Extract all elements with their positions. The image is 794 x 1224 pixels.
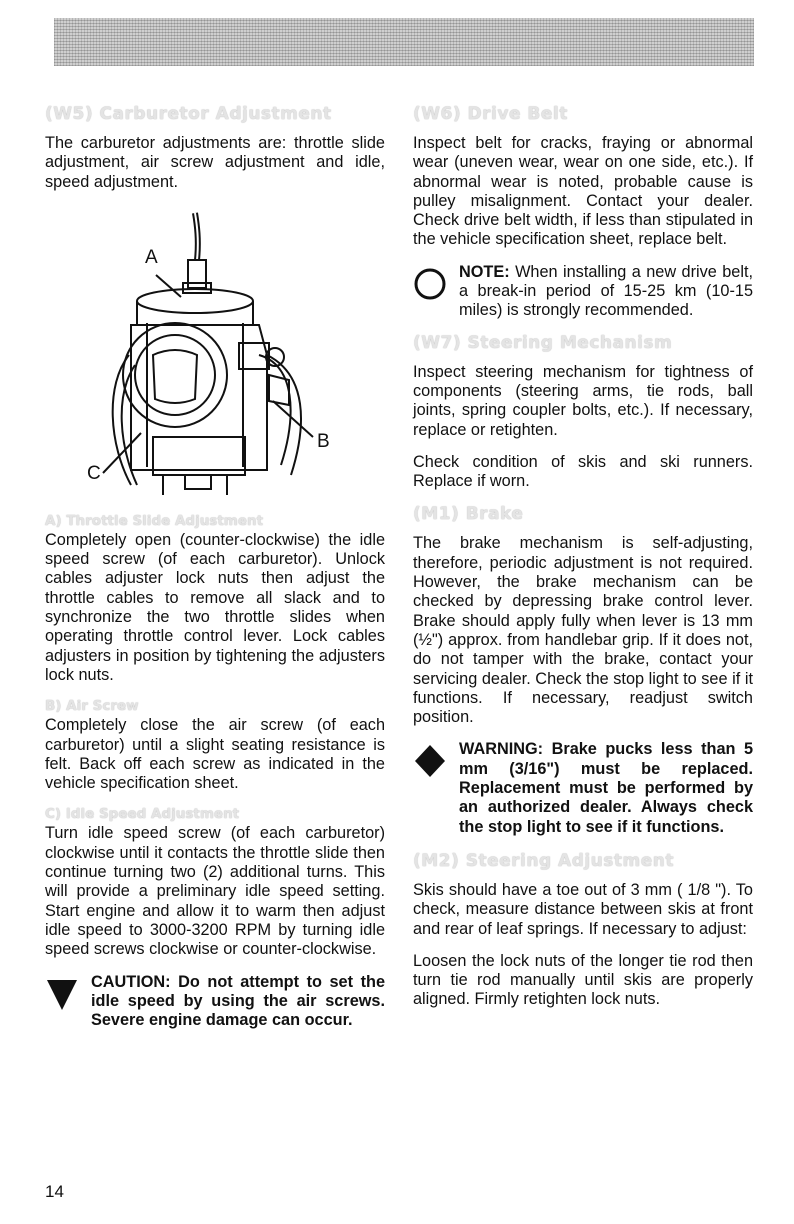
carburetor-illustration <box>45 205 385 505</box>
carburetor-intro: The carburetor adjustments are: throttle slide adjustment, air screw adjustment and idle, speed adjustment. <box>45 134 385 191</box>
header-band <box>54 18 754 66</box>
caution-box <box>45 973 385 1031</box>
note-box <box>413 263 753 321</box>
heading-m1: (M1) Brake <box>413 504 524 525</box>
heading-w7: (W7) Steering Mechanism <box>413 332 673 353</box>
right-column <box>413 104 753 1023</box>
figure-label-b: B <box>317 430 330 452</box>
note-circle-icon <box>413 266 447 302</box>
heading-air-screw: B) Air Screw <box>45 698 139 715</box>
brake-text: The brake mechanism is self-adjusting, therefore, periodic adjustment is not required. However, the brake mechanism can be checked by depressing brake control lever. Brake should apply fully when lever is 13 mm (½") approx. from handlebar grip. If it does not, do not tamper with the brake, contact your servicing dealer. Check the stop light to see if it functions. If necessary, readjust switch position. <box>413 534 753 727</box>
figure-label-c: C <box>87 462 101 484</box>
idle-speed-text: Turn idle speed screw (of each carburetor) clockwise until it contacts the throttle slide then continue turning two (2) additional turns. This will provide a preliminary idle speed setting. Start engine and allow it to warm then adjust idle speed to 3000-3200 RPM by turning idle speed screws clockwise or counter-clockwise. <box>45 824 385 959</box>
caution-triangle-icon <box>45 976 79 1012</box>
steering-adjustment-text: Skis should have a toe out of 3 mm ( 1/8 "). To check, measure distance between skis at front and rear of leaf springs. If necessary to adjust: <box>413 880 753 938</box>
carburetor-figure <box>45 205 385 505</box>
heading-m2: (M2) Steering Adjustment <box>413 850 675 871</box>
drive-belt-text: Inspect belt for cracks, fraying or abnormal wear (uneven wear, wear on one side, etc.). If abnormal wear is noted, probable cause is pulley misalignment. Contact your dealer. Check drive belt width, if less than stipulated in the vehicle specification sheet, replace belt. <box>413 134 753 249</box>
heading-w6: (W6) Drive Belt <box>413 104 568 124</box>
skis-condition-text: Check condition of skis and ski runners. Replace if worn. <box>413 452 753 491</box>
air-screw-text: Completely close the air screw (of each carburetor) until a slight seating resistance is felt. Back off each screw as indicated in the vehicle specification sheet. <box>45 716 385 793</box>
warning-text: WARNING: Brake pucks less than 5 mm (3/16") must be replaced. Replacement must be performed by an authorized dealer. Always check the stop light to see if it functions. <box>459 740 753 836</box>
warning-diamond-icon <box>413 743 447 779</box>
heading-w5: (W5) Carburetor Adjustment <box>45 104 332 124</box>
heading-throttle-slide: A) Throttle Slide Adjustment <box>45 512 264 529</box>
heading-idle-speed: C) Idle Speed Adjustment <box>45 806 240 823</box>
note-label: NOTE: <box>459 262 510 281</box>
warning-box <box>413 740 753 836</box>
tie-rod-text: Loosen the lock nuts of the longer tie rod then turn tie rod manually until skis are properly aligned. Firmly retighten lock nuts. <box>413 951 753 1009</box>
steering-mechanism-text: Inspect steering mechanism for tightness of components (steering arms, tie rods, ball joints, spring coupler bolts, etc.). If necessary, replace or retighten. <box>413 362 753 439</box>
caution-text: CAUTION: Do not attempt to set the idle speed by using the air screws. Severe engine damage can occur. <box>91 972 385 1030</box>
page-number: 14 <box>45 1182 64 1201</box>
left-column <box>45 104 385 1042</box>
note-text: When installing a new drive belt, a break-in period of 15-25 km (10-15 miles) is strongly recommended. <box>459 262 753 320</box>
throttle-slide-text: Completely open (counter-clockwise) the idle speed screw (of each carburetor). Unlock cables adjuster lock nuts then adjust the throttle cables to remove all slack and to synchronize the two throttle slides when operating throttle control lever. Lock cables adjusters in position by tightening the adjusters lock nuts. <box>45 530 385 684</box>
figure-label-a: A <box>145 246 158 268</box>
